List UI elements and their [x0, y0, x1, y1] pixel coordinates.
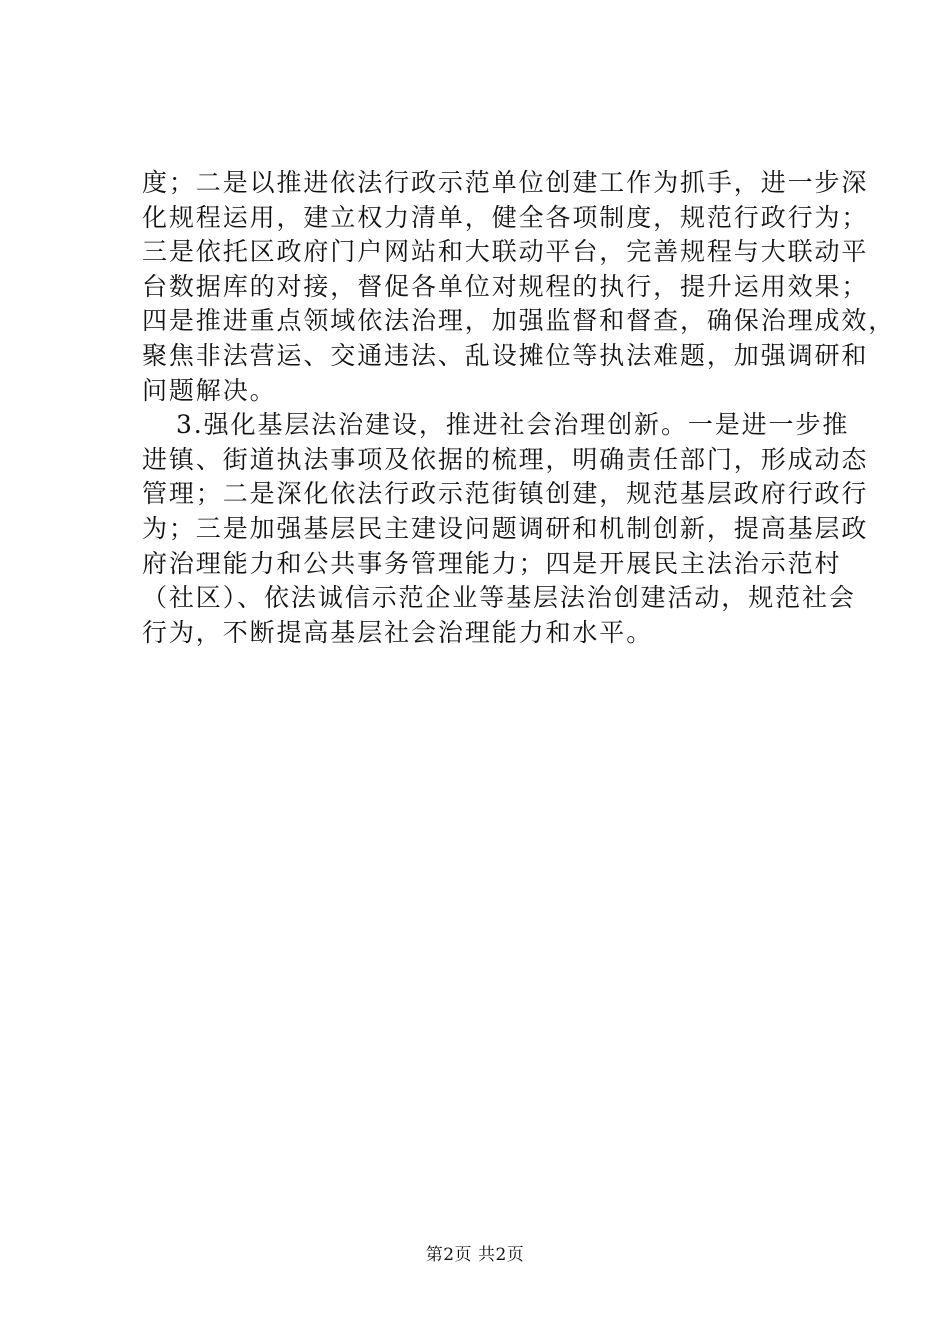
paragraph-line: 府治理能力和公共事务管理能力；四是开展民主法治示范村: [142, 548, 842, 578]
paragraph-1: [142, 166, 896, 408]
paragraph-line: 管理；二是深化依法行政示范街镇创建，规范基层政府行政行: [142, 479, 869, 509]
paragraph-line: 为；三是加强基层民主建设问题调研和机制创新，提高基层政: [142, 513, 869, 543]
page-footer: 第2页 共2页: [425, 1245, 525, 1265]
document-body: [142, 166, 896, 650]
paragraph-line: 3.强化基层法治建设，推进社会治理创新。一是进一步推: [176, 410, 850, 440]
paragraph-line: 行为，不断提高基层社会治理能力和水平。: [142, 617, 654, 647]
paragraph-line: 三是依托区政府门户网站和大联动平台，完善规程与大联动平: [142, 237, 869, 267]
paragraph-line: 化规程运用，建立权力清单，健全各项制度，规范行政行为；: [142, 202, 869, 232]
paragraph-line: 度；二是以推进依法行政示范单位创建工作为抓手，进一步深: [142, 168, 869, 197]
paragraph-line: （社区）、依法诚信示范企业等基层法治创建活动，规范社会: [142, 583, 856, 613]
paragraph-line: 聚焦非法营运、交通违法、乱设摊位等执法难题，加强调研和: [142, 340, 869, 370]
paragraph-line: 台数据库的对接，督促各单位对规程的执行，提升运用效果；: [142, 271, 869, 301]
paragraph-line: 进镇、街道执法事项及依据的梳理，明确责任部门，形成动态: [142, 444, 869, 474]
paragraph-line: 问题解决。: [142, 375, 277, 405]
paragraph-2: [142, 408, 869, 650]
paragraph-line: 四是推进重点领域依法治理，加强监督和督查，确保治理成效，: [142, 306, 896, 336]
